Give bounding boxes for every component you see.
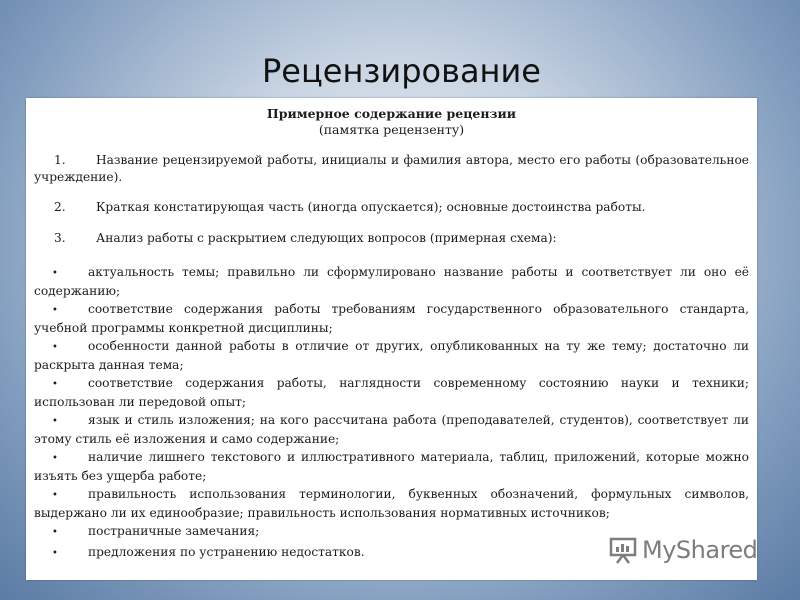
item-number: 3. bbox=[54, 230, 66, 245]
item-text: Краткая констатирующая часть (иногда опускается); основные достоинства работы. bbox=[96, 200, 646, 214]
bullet-icon: • bbox=[52, 416, 58, 427]
slide-title: Рецензирование bbox=[262, 52, 541, 90]
document-page bbox=[26, 98, 757, 580]
bullet-icon: • bbox=[52, 379, 58, 390]
watermark bbox=[608, 535, 757, 565]
bullet-item bbox=[34, 412, 749, 447]
bullet-item bbox=[34, 264, 749, 299]
bullet-icon: • bbox=[52, 453, 58, 464]
bullet-text: наличие лишнего текстового и иллюстративного материала, таблиц, приложений, которые можно изъять без ущерба работе; bbox=[34, 450, 749, 483]
item-number: 1. bbox=[54, 153, 66, 167]
bullet-text: язык и стиль изложения; на кого рассчитана работа (преподавателей, студентов), соответствует ли этому стиль её изложения и само содержание; bbox=[34, 413, 749, 446]
bullet-text: соответствие содержания работы, наглядности современному состоянию науки и техники; использован ли передовой опыт; bbox=[34, 376, 749, 409]
watermark-text: MyShared bbox=[642, 536, 758, 564]
bullet-text: соответствие содержания работы требованиям государственного образовательного стандарта, учебной программы конкретной дисциплины; bbox=[34, 302, 749, 335]
bullet-item bbox=[34, 338, 749, 373]
bullet-item bbox=[34, 375, 749, 410]
bullet-icon: • bbox=[52, 305, 58, 316]
bullet-icon: • bbox=[52, 342, 58, 353]
item-text: Название рецензируемой работы, инициалы и фамилия автора, место его работы (образовательное учреждение). bbox=[34, 153, 749, 184]
bullet-icon: • bbox=[52, 527, 58, 538]
numbered-item-1 bbox=[34, 152, 749, 185]
document-subtitle: (памятка рецензенту) bbox=[318, 122, 465, 137]
document-title: Примерное содержание рецензии bbox=[266, 106, 517, 121]
bullet-text: правильность использования терминологии, буквенных обозначений, формульных символов, выдержано ли их единообразие; правильность использования нормативных источников; bbox=[34, 487, 749, 520]
bullet-item bbox=[34, 449, 749, 484]
bullet-list bbox=[34, 264, 749, 562]
bullet-item bbox=[34, 301, 749, 336]
item-number: 2. bbox=[54, 200, 66, 214]
numbered-item-3 bbox=[34, 230, 749, 247]
bullet-icon: • bbox=[52, 490, 58, 501]
bullet-item bbox=[34, 486, 749, 521]
bullet-icon: • bbox=[52, 547, 58, 559]
numbered-item-2 bbox=[34, 199, 749, 216]
item-text: Анализ работы с раскрытием следующих вопросов (примерная схема): bbox=[96, 230, 557, 245]
presentation-board-icon bbox=[608, 535, 638, 565]
bullet-text: предложения по устранению недостатков. bbox=[88, 544, 365, 559]
bullet-icon: • bbox=[52, 268, 58, 279]
bullet-text: особенности данной работы в отличие от других, опубликованных на ту же тему; достаточно ли раскрыта данная тема; bbox=[34, 339, 749, 372]
bullet-text: актуальность темы; правильно ли сформулировано название работы и соответствует ли оно её содержанию; bbox=[34, 265, 749, 298]
bullet-text: постраничные замечания; bbox=[88, 524, 260, 538]
